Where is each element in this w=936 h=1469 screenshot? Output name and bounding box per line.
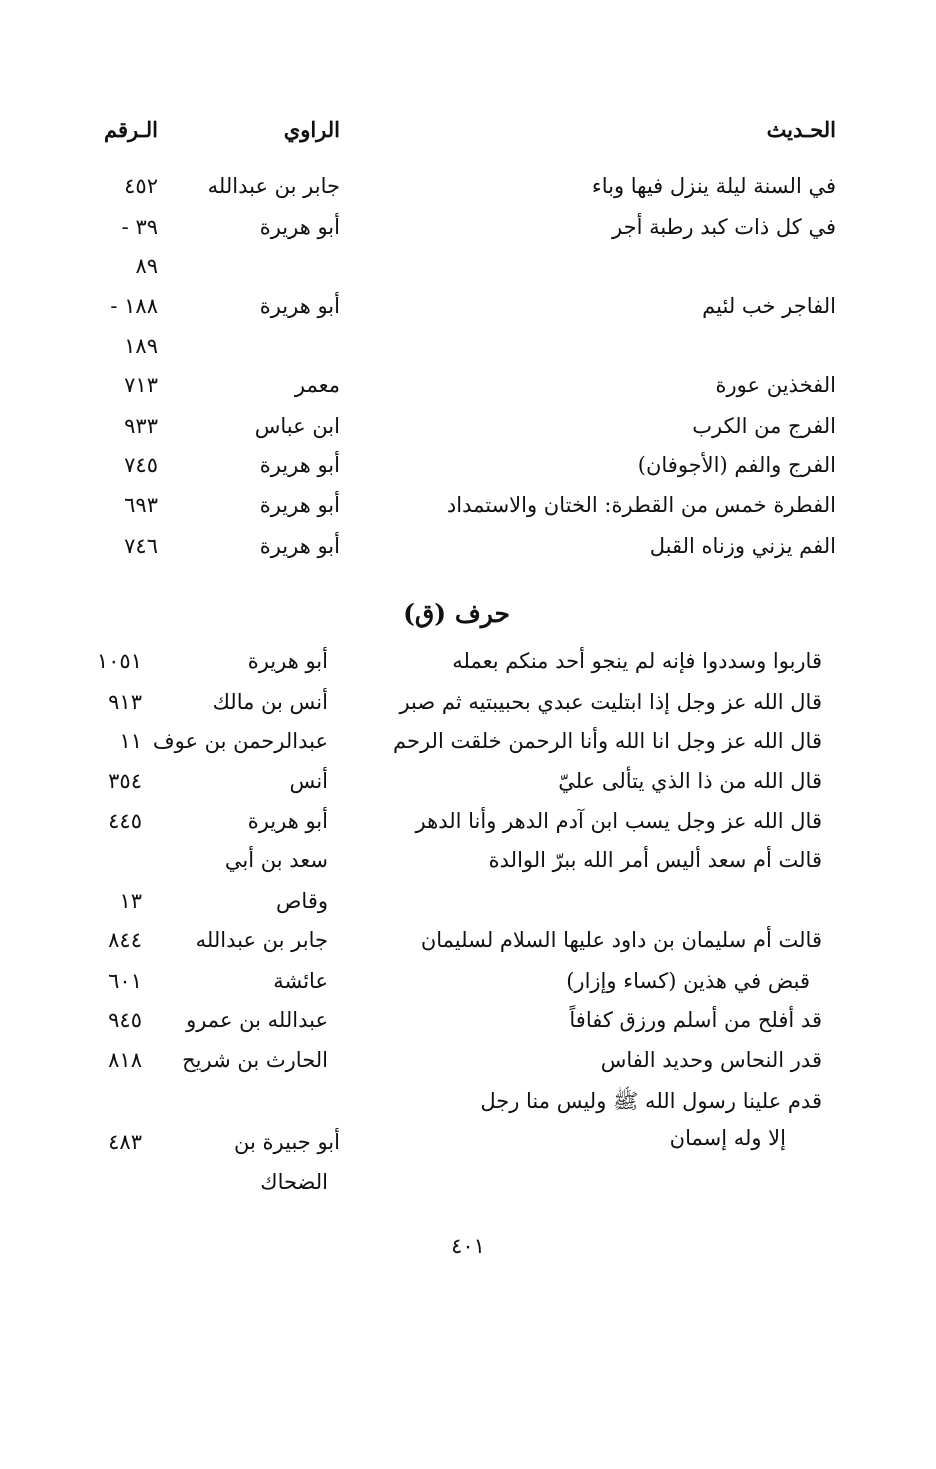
narrator-name: جابر بن عبدالله: [195, 928, 328, 952]
narrator-name: أبو هريرة: [259, 534, 340, 558]
hadith-number: ٦٠١: [108, 969, 142, 993]
hadith-number: ١٠٥١: [96, 649, 142, 673]
hadith-text: قال الله عز وجل إذا ابتليت عبدي بحبيبتيه ثم صبر: [399, 690, 822, 714]
hadith-text: قدر النحاس وحديد الفاس: [600, 1048, 822, 1072]
column-header-hadith: الحـديث: [766, 117, 836, 142]
hadith-text: قال الله من ذا الذي يتألى عليّ: [558, 769, 822, 793]
hadith-text: قالت أم سليمان بن داود عليها السلام لسليمان: [420, 928, 822, 952]
hadith-text: الفخذين عورة: [715, 373, 836, 397]
narrator-name: ابن عباس: [254, 414, 340, 438]
narrator-name: أنس: [289, 769, 328, 793]
hadith-text: قدم علينا رسول الله ﷺ وليس منا رجل: [480, 1089, 822, 1113]
hadith-text: قاربوا وسددوا فإنه لم ينجو أحد منكم بعمله: [452, 649, 822, 673]
hadith-text: قال الله عز وجل انا الله وأنا الرحمن خلقت الرحم: [393, 729, 822, 753]
hadith-text: الفم يزني وزناه القبل: [649, 534, 836, 558]
narrator-name: أبو جبيرة بن: [234, 1130, 340, 1154]
hadith-number: ٣٥٤: [108, 769, 142, 793]
hadith-text: إلا وله إسمان: [669, 1126, 786, 1150]
hadith-text: في كل ذات كبد رطبة أجر: [612, 215, 836, 239]
hadith-number: ٤٨٣: [108, 1130, 142, 1154]
hadith-text: الفطرة خمس من القطرة: الختان والاستمداد: [446, 493, 836, 517]
hadith-text: قالت أم سعد أليس أمر الله ببرّ الوالدة: [488, 848, 822, 872]
narrator-name: أبو هريرة: [247, 649, 328, 673]
hadith-number: ٩٤٥: [108, 1008, 142, 1032]
hadith-number: ٧١٣: [124, 373, 158, 397]
hadith-number: ٩١٣: [108, 690, 142, 714]
hadith-text: في السنة ليلة ينزل فيها وباء: [591, 174, 836, 198]
hadith-number: ١٣: [119, 889, 142, 913]
hadith-number: ٦٩٣: [124, 493, 158, 517]
narrator-name: معمر: [294, 373, 340, 397]
narrator-name: وقاص: [276, 889, 328, 913]
hadith-number: ١٨٩: [124, 334, 158, 358]
narrator-name: الحارث بن شريح: [182, 1048, 328, 1072]
hadith-text: قبض في هذين (كساء وإزار): [566, 969, 810, 993]
column-header-narrator: الراوي: [283, 117, 340, 142]
hadith-number: ٨٤٤: [108, 928, 142, 952]
hadith-number: ٨٩: [135, 254, 158, 278]
narrator-name: أبو هريرة: [247, 809, 328, 833]
narrator-name: الضحاك: [260, 1170, 328, 1194]
narrator-name: عبدالله بن عمرو: [186, 1008, 328, 1032]
hadith-number: ١١: [119, 729, 142, 753]
section-title: حرف (ق): [403, 599, 510, 628]
hadith-number: ٣٩ -: [121, 215, 158, 239]
narrator-name: أبو هريرة: [259, 453, 340, 477]
narrator-name: أبو هريرة: [259, 493, 340, 517]
hadith-text: الفرج من الكرب: [692, 414, 836, 438]
narrator-name: جابر بن عبدالله: [207, 174, 340, 198]
page-number: ٤٠١: [451, 1234, 485, 1258]
narrator-name: عائشة: [273, 969, 328, 993]
hadith-number: ٤٤٥: [108, 809, 142, 833]
hadith-text: الفرج والفم (الأجوفان): [637, 453, 836, 477]
narrator-name: أبو هريرة: [259, 215, 340, 239]
hadith-number: ٤٥٢: [124, 174, 158, 198]
hadith-text: قال الله عز وجل يسب ابن آدم الدهر وأنا الدهر: [415, 809, 822, 833]
hadith-number: ١٨٨ -: [110, 294, 158, 318]
hadith-number: ٩٣٣: [124, 414, 158, 438]
narrator-name: أبو هريرة: [259, 294, 340, 318]
hadith-text: الفاجر خب لئيم: [702, 294, 836, 318]
narrator-name: سعد بن أبي: [224, 848, 328, 872]
narrator-name: عبدالرحمن بن عوف: [152, 729, 328, 753]
hadith-number: ٧٤٥: [124, 453, 158, 477]
column-header-number: الـرقم: [104, 117, 158, 142]
hadith-number: ٨١٨: [108, 1048, 142, 1072]
narrator-name: أنس بن مالك: [212, 690, 328, 714]
hadith-text: قد أفلح من أسلم ورزق كفافاً: [569, 1008, 822, 1032]
hadith-number: ٧٤٦: [124, 534, 158, 558]
